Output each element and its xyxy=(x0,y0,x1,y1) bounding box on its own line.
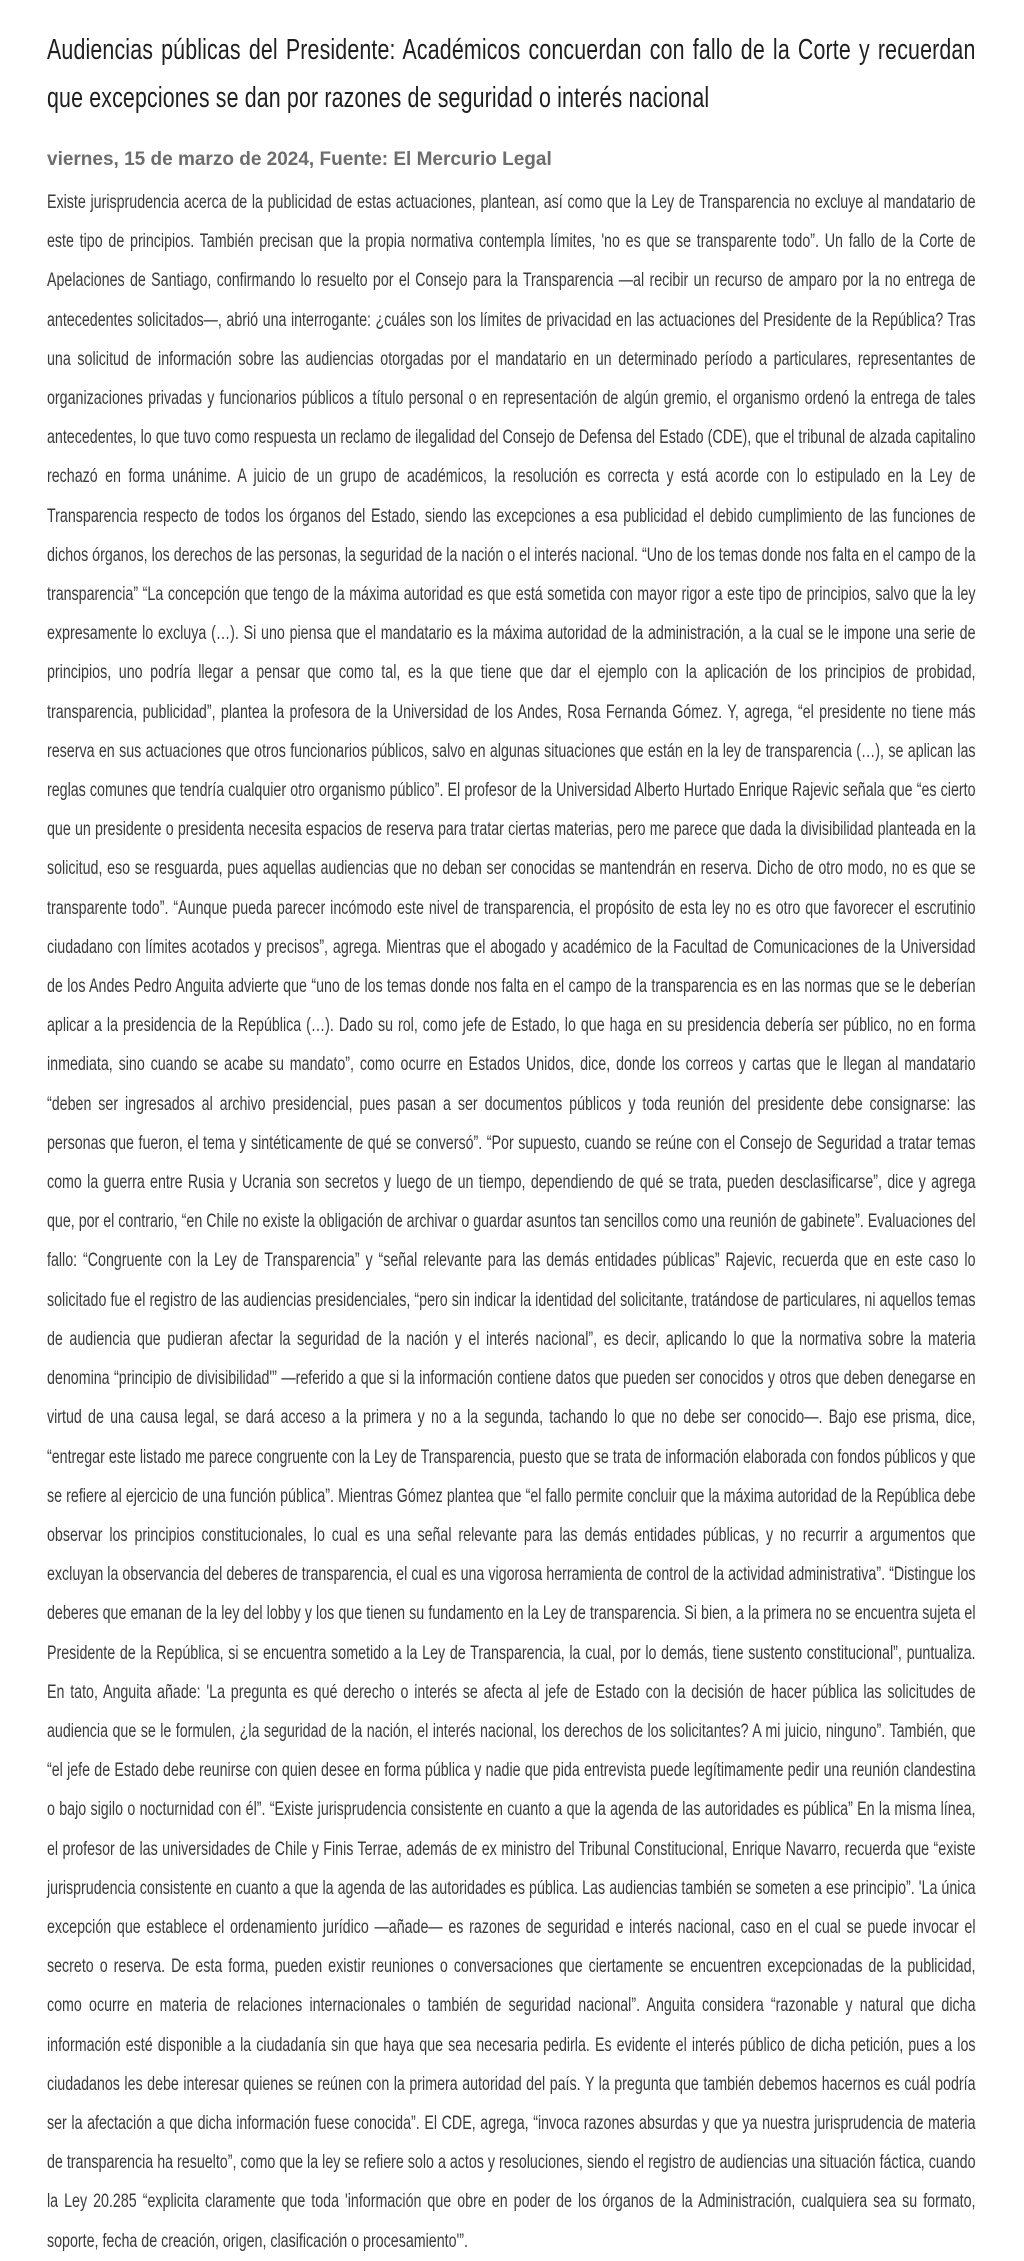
article-meta: viernes, 15 de marzo de 2024, Fuente: El Mercurio Legal xyxy=(47,149,552,170)
article-body: Existe jurisprudencia acerca de la publicidad de estas actuaciones, plantean, así como que la Ley de Transparencia no excluye al mandatario de este tipo de principios. También precisan que la propia normativa contempla límites, 'no es que se transparente todo”. Un fallo de la Corte de Apelaciones de Santiago, confirmando lo resuelto por el Consejo para la Transparencia —al recibir un recurso de amparo por la no entrega de antecedentes solicitados—, abrió una interrogante: ¿cuáles son los límites de privacidad en las actuaciones del Presidente de la República? Tras una solicitud de información sobre las audiencias otorgadas por el mandatario en un determinado período a particulares, representantes de organizaciones privadas y funcionarios públicos a título personal o en representación de algún gremio, el organismo ordenó la entrega de tales antecedentes, lo que tuvo como respuesta un reclamo de ilegalidad del Consejo de Defensa del Estado (CDE), que el tribunal de alzada capitalino rechazó en forma unánime. A juicio de un grupo de académicos, la resolución es correcta y está acorde con lo estipulado en la Ley de Transparencia respecto de todos los órganos del Estado, siendo las excepciones a esa publicidad el debido cumplimiento de las funciones de dichos órganos, los derechos de las personas, la seguridad de la nación o el interés nacional. “Uno de los temas donde nos falta en el campo de la transparencia” “La concepción que tengo de la máxima autoridad es que está sometida con mayor rigor a este tipo de principios, salvo que la ley expresamente lo excluya (…). Si uno piensa que el mandatario es la máxima autoridad de la administración, a la cual se le impone una serie de principios, uno podría llegar a pensar que como tal, es la que tiene que dar el ejemplo con la aplicación de los principios de probidad, transparencia, publicidad”, plantea la profesora de la Universidad de los Andes, Rosa Fernanda Gómez. Y, agrega, “el presidente no tiene más reserva en sus actuaciones que otros funcionarios públicos, salvo en algunas situaciones que están en la ley de transparencia (…), se aplican las reglas comunes que tendría cualquier otro organismo público”. El profesor de la Universidad Alberto Hurtado Enrique Rajevic señala que “es cierto que un presidente o presidenta necesita espacios de reserva para tratar ciertas materias, pero me parece que dada la divisibilidad planteada en la solicitud, eso se resguarda, pues aquellas audiencias que no deban ser conocidas se mantendrán en reserva. Dicho de otro modo, no es que se transparente todo”. “Aunque pueda parecer incómodo este nivel de transparencia, el propósito de esta ley no es otro que favorecer el escrutinio ciudadano con límites acotados y precisos”, agrega. Mientras que el abogado y académico de la Facultad de Comunicaciones de la Universidad de los Andes Pedro Anguita advierte que “uno de los temas donde nos falta en el campo de la transparencia es en las normas que se le deberían aplicar a la presidencia de la República (…). Dado su rol, como jefe de Estado, lo que haga en su presidencia debería ser público, no en forma inmediata, sino cuando se acabe su mandato”, como ocurre en Estados Unidos, dice, donde los correos y cartas que le llegan al mandatario “deben ser ingresados al archivo presidencial, pues pasan a ser documentos públicos y toda reunión del presidente debe consignarse: las personas que fueron, el tema y sintéticamente de qué se conversó”. “Por supuesto, cuando se reúne con el Consejo de Seguridad a tratar temas como la guerra entre Rusia y Ucrania son secretos y luego de un tiempo, dependiendo de qué se trata, pueden desclasificarse”, dice y agrega que, por el contrario, “en Chile no existe la obligación de archivar o guardar asuntos tan sencillos como una reunión de gabinete”. Evaluaciones del fallo: “Congruente con la Ley de Transparencia” y “señal relevante para las demás entidades públicas” Rajevic, recuerda que en este caso lo solicitado fue el registro de las audiencias presidenciales, “pero sin indicar la identidad del solicitante, tratándose de particulares, ni aquellos temas de audiencia que pudieran afectar la seguridad de la nación y el interés nacional”, es decir, aplicando lo que la normativa sobre la materia denomina “principio de divisibilidad'” —referido a que si la información contiene datos que pueden ser conocidos y otros que deben denegarse en virtud de una causa legal, se dará acceso a la primera y no a la segunda, tachando lo que no debe ser conocido—. Bajo ese prisma, dice, “entregar este listado me parece congruente con la Ley de Transparencia, puesto que se trata de información elaborada con fondos públicos y que se refiere al ejercicio de una función pública”. Mientras Gómez plantea que “el fallo permite concluir que la máxima autoridad de la República debe observar los principios constitucionales, lo cual es una señal relevante para las demás entidades públicas, y no recurrir a argumentos que excluyan la observancia del deberes de transparencia, el cual es una vigorosa herramienta de control de la actividad administrativa”. “Distingue los deberes que emanan de la ley del lobby y los que tienen su fundamento en la Ley de transparencia. Si bien, a la primera no se encuentra sujeta el Presidente de la República, si se encuentra sometido a la Ley de Transparencia, la cual, por lo demás, tiene sustento constitucional”, puntualiza. En tato, Anguita añade: 'La pregunta es qué derecho o interés se afecta al jefe de Estado con la decisión de hacer pública las solicitudes de audiencia que se le formulen, ¿la seguridad de la nación, el interés nacional, los derechos de los solicitantes? A mi juicio, ninguno”. También, que “el jefe de Estado debe reunirse con quien desee en forma pública y nadie que pida entrevista puede legítimamente pedir una reunión clandestina o bajo sigilo o nocturnidad con él”. “Existe jurisprudencia consistente en cuanto a que la agenda de las autoridades es pública” En la misma línea, el profesor de las universidades de Chile y Finis Terrae, además de ex ministro del Tribunal Constitucional, Enrique Navarro, recuerda que “existe jurisprudencia consistente en cuanto a que la agenda de las autoridades es pública. Las audiencias también se someten a ese principio”. 'La única excepción que establece el ordenamiento jurídico —añade— es razones de seguridad e interés nacional, caso en el cual se puede invocar el secreto o reserva. De esta forma, pueden existir reuniones o conversaciones que ciertamente se encuentren excepcionadas de la publicidad, como ocurre en materia de relaciones internacionales o también de seguridad nacional”. Anguita considera “razonable y natural que dicha información esté disponible a la ciudadanía sin que haya que sea necesaria pedirla. Es evidente el interés público de dicha petición, pues a los ciudadanos les debe interesar quienes se reúnen con la primera autoridad del país. Y la pregunta que también debemos hacernos es cuál podría ser la afectación a que dicha información fuese conocida”. El CDE, agrega, “invoca razones absurdas y que ya nuestra jurisprudencia de materia de transparencia ha resuelto”, como que la ley se refiere solo a actos y resoluciones, siendo el registro de audiencias una situación fáctica, cuando la Ley 20.285 “explicita claramente que toda 'información que obre en poder de los órganos de la Administración, cualquiera sea su formato, soporte, fecha de creación, origen, clasificación o procesamiento'”. xyxy=(47,192,976,2252)
page-title: Audiencias públicas del Presidente: Académicos concuerdan con fallo de la Corte y recuerdan que excepciones se dan por razones de seguridad o interés nacional xyxy=(47,34,976,114)
